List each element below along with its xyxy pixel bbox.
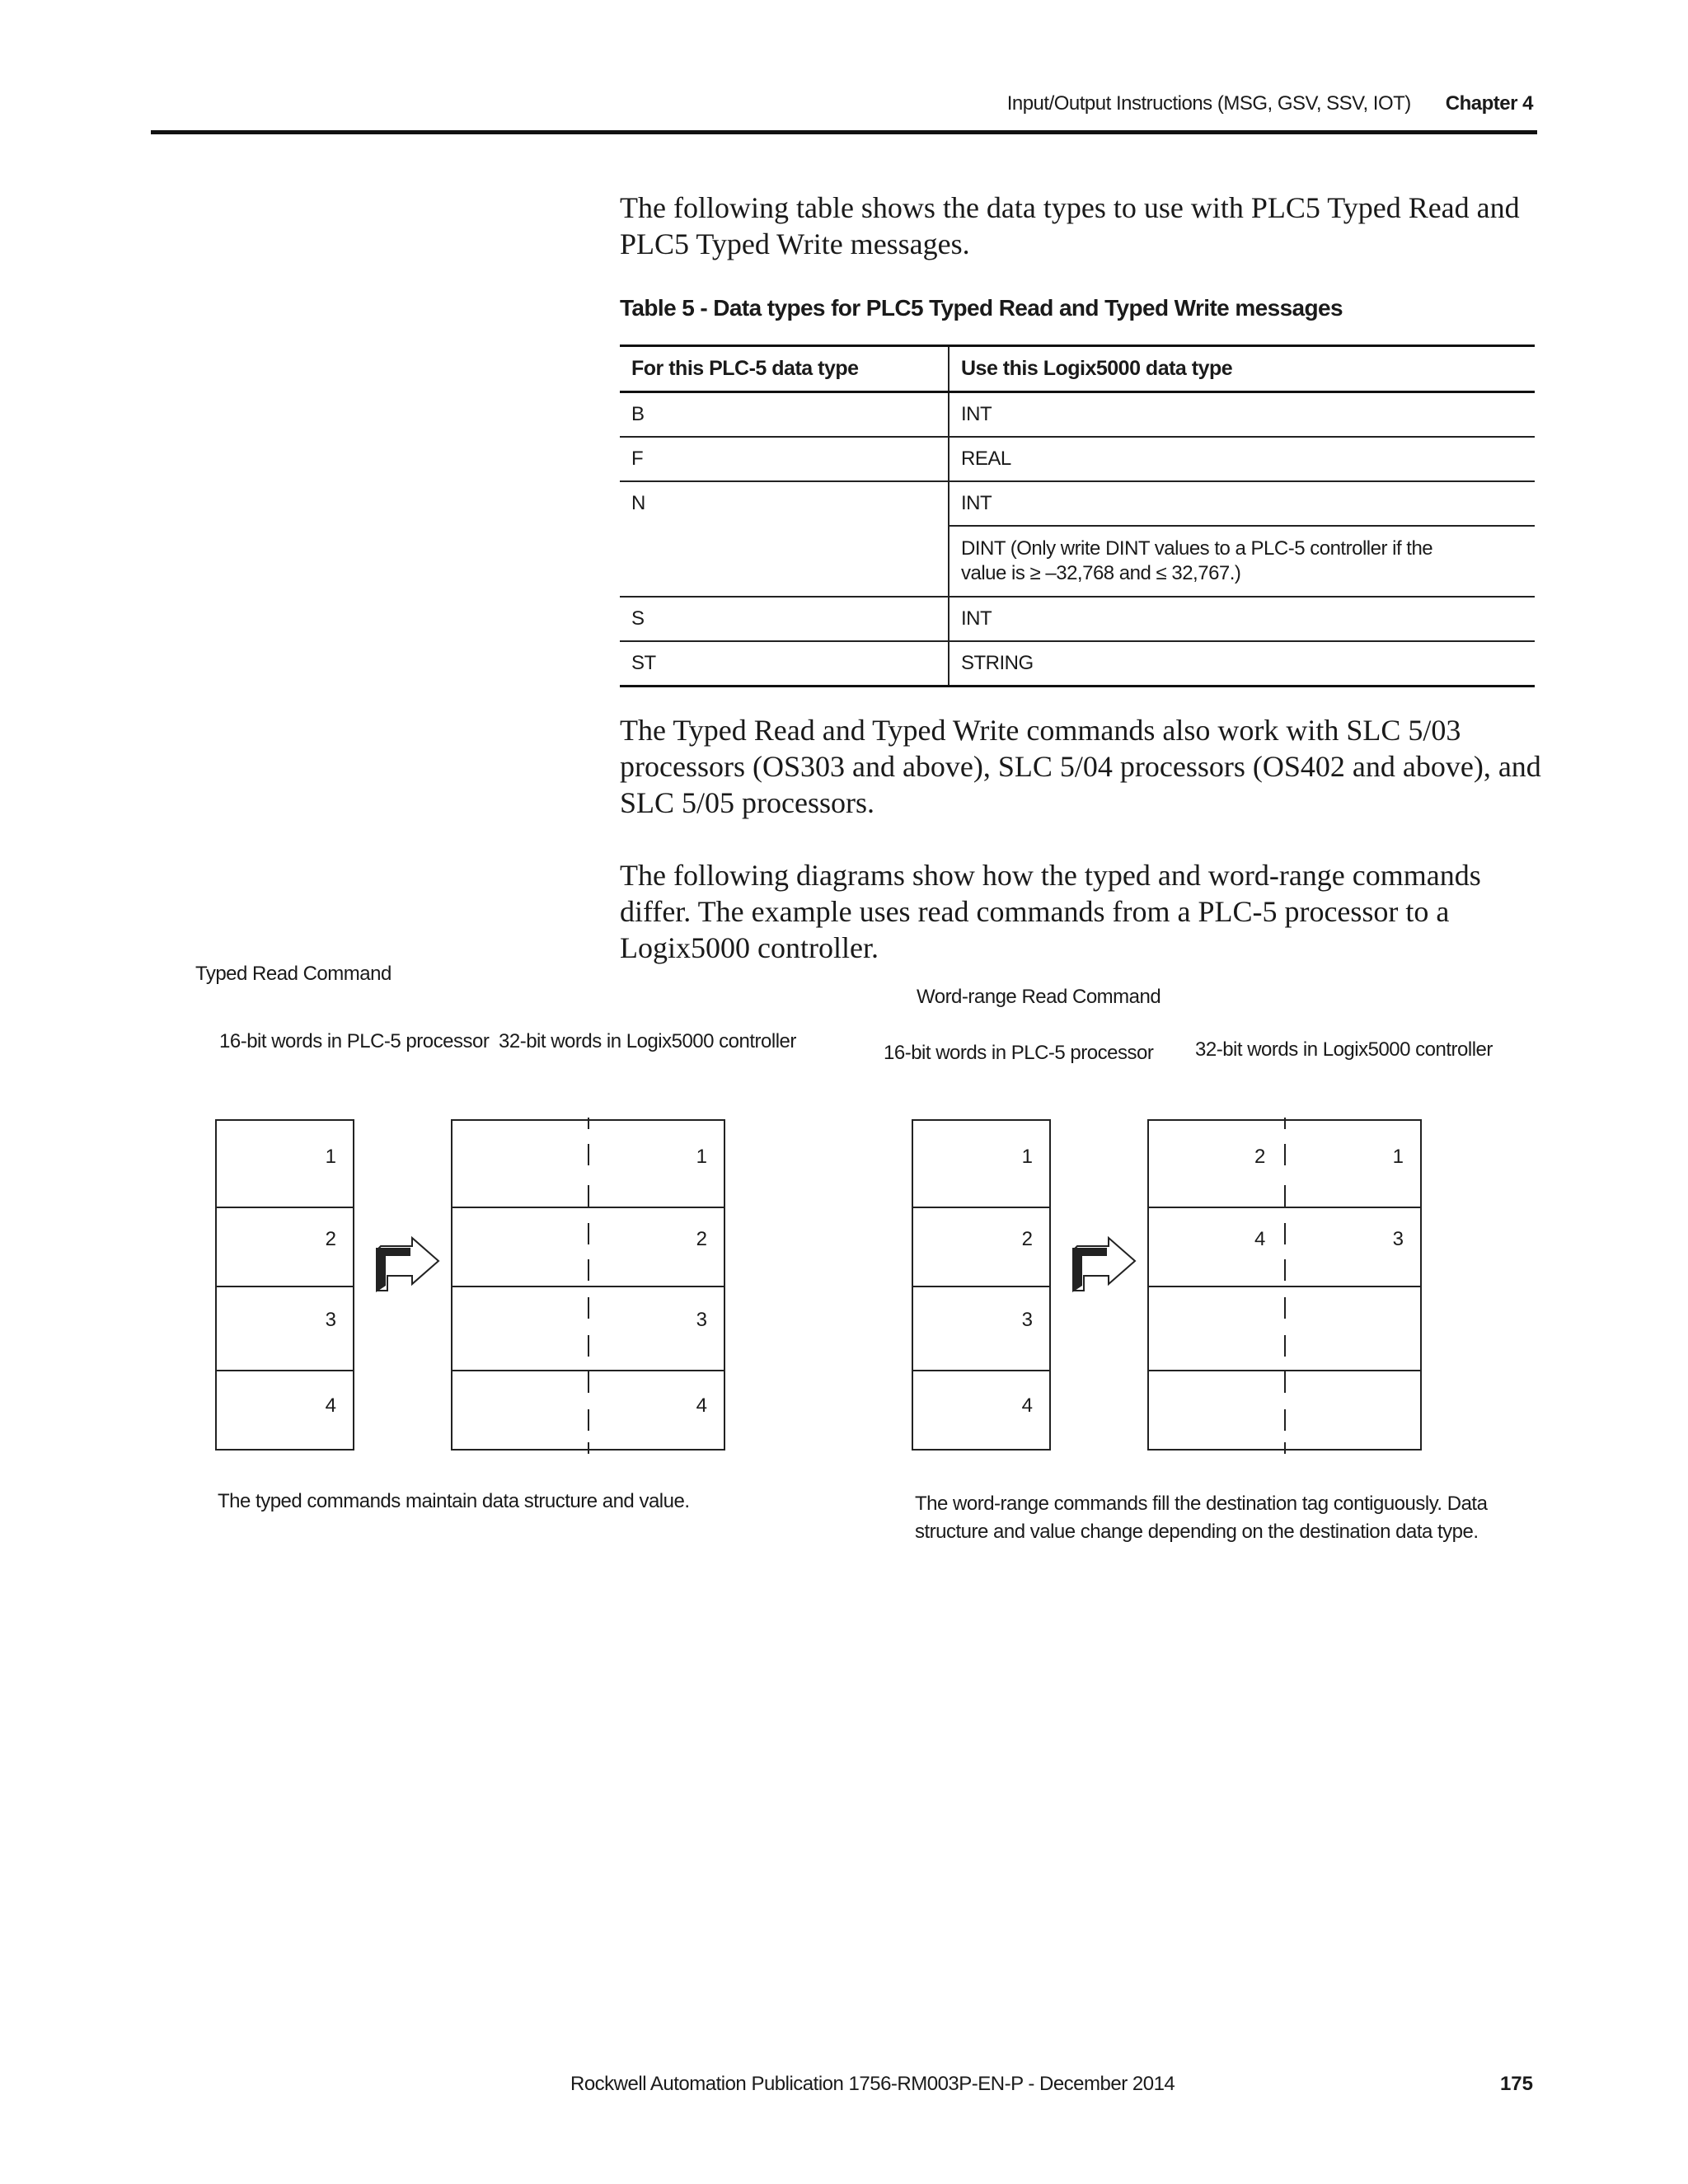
source-word-cell [913,1207,1049,1287]
table-row [620,526,1535,597]
table-cell-logix: DINT (Only write DINT values to a PLC-5 controller if the value is ≥ –32,768 and ≤ 32,767.) [949,526,1535,597]
dest-low-value: 4 [696,1394,707,1417]
typed-diagram-caption: The typed commands maintain data structure and value. [218,1490,690,1512]
word-divider [588,1185,589,1207]
dest-low-value: 3 [1392,1228,1404,1250]
word-divider [1284,1442,1286,1454]
word-diagram-caption: The word-range commands fill the destination tag contiguously. Data structure and value change depending on the destination data type. [915,1493,1488,1543]
table-header-row [620,346,1535,392]
word-diagram-title: Word-range Read Command [917,986,1161,1008]
table-cell-plc5: S [620,597,949,641]
slc-paragraph: The Typed Read and Typed Write commands also work with SLC 5/03 processors (OS303 and above), SLC 5/04 processors (OS402 and above), and SLC 5/05 processors. [620,714,1541,819]
transfer-arrow-icon [1069,1236,1138,1296]
word-divider [1284,1335,1286,1357]
word-divider [588,1259,589,1281]
dest-low-value: 3 [696,1309,707,1331]
word-divider [1284,1259,1286,1281]
source-word-value: 1 [1021,1146,1033,1168]
transfer-arrow-icon [373,1236,442,1296]
word-divider [588,1297,589,1319]
chapter-label: Chapter 4 [1445,92,1533,115]
word-divider [1284,1185,1286,1207]
word-divider [1284,1118,1286,1129]
table-cell-logix: REAL [949,437,1535,481]
typed-diagram-title: Typed Read Command [195,963,392,985]
source-word-cell [217,1207,353,1287]
word-divider [588,1371,589,1393]
source-word-cell [913,1121,1049,1207]
source-word-value: 4 [1021,1394,1033,1417]
intro-paragraph: The following table shows the data types to use with PLC5 Typed Read and PLC5 Typed Write messages. [620,191,1520,260]
source-word-cell [217,1370,353,1451]
table-caption: Table 5 - Data types for PLC5 Typed Read and Typed Write messages [620,295,1343,321]
header-title: Input/Output Instructions (MSG, GSV, SSV, IOT) [1006,92,1411,115]
source-word-value: 2 [325,1228,336,1250]
word-divider [588,1144,589,1165]
dest-low-value: 1 [1392,1146,1404,1168]
word-dest-column [1147,1119,1422,1451]
table-row [620,597,1535,641]
word-divider [1284,1223,1286,1244]
word-divider [588,1335,589,1357]
typed-dest-column [451,1119,725,1451]
word-divider [1284,1297,1286,1319]
header-rule [151,130,1537,134]
table-cell-logix: INT [949,392,1535,438]
word-source-label: 16-bit words in PLC-5 processor [884,1042,1154,1064]
word-divider [588,1223,589,1244]
table-cell-plc5: F [620,437,949,481]
typed-source-label: 16-bit words in PLC-5 processor [219,1030,490,1052]
table-cell-plc5 [620,526,949,597]
typed-dest-label: 32-bit words in Logix5000 controller [499,1030,796,1052]
publication-footer: Rockwell Automation Publication 1756-RM003P-EN-P - December 2014 [570,2073,1175,2095]
dest-low-value: 1 [696,1146,707,1168]
table-row [620,481,1535,526]
dest-low-value: 2 [696,1228,707,1250]
source-word-value: 1 [325,1146,336,1168]
source-word-value: 4 [325,1394,336,1417]
running-header [1007,92,1533,115]
source-word-value: 3 [1021,1309,1033,1331]
word-dest-label: 32-bit words in Logix5000 controller [1195,1038,1493,1061]
source-word-value: 3 [325,1309,336,1331]
column-header-logix: Use this Logix5000 data type [949,346,1535,392]
data-type-table [620,344,1535,687]
table-cell-plc5: N [620,481,949,526]
word-divider [588,1442,589,1454]
table-cell-logix: INT [949,481,1535,526]
source-word-cell [217,1121,353,1207]
diagrams-paragraph: The following diagrams show how the typed and word-range commands differ. The example uses read commands from a PLC-5 processor to a Logix5000 controller. [620,859,1481,964]
table-row [620,392,1535,438]
table-row [620,437,1535,481]
word-divider [588,1409,589,1431]
word-divider [1284,1409,1286,1431]
table-cell-plc5: ST [620,641,949,687]
word-divider [588,1118,589,1129]
source-word-cell [217,1286,353,1371]
word-divider [1284,1144,1286,1165]
dest-high-value: 4 [1254,1228,1266,1250]
table-cell-logix: INT [949,597,1535,641]
typed-source-column [215,1119,354,1451]
page-number: 175 [1499,2073,1533,2095]
dest-high-value: 2 [1254,1146,1266,1168]
source-word-value: 2 [1021,1228,1033,1250]
source-word-cell [913,1286,1049,1371]
source-word-cell [913,1370,1049,1451]
word-divider [1284,1371,1286,1393]
table-cell-plc5: B [620,392,949,438]
column-header-plc5: For this PLC-5 data type [620,346,949,392]
word-source-column [912,1119,1051,1451]
table-cell-logix: STRING [949,641,1535,687]
table-row [620,641,1535,687]
